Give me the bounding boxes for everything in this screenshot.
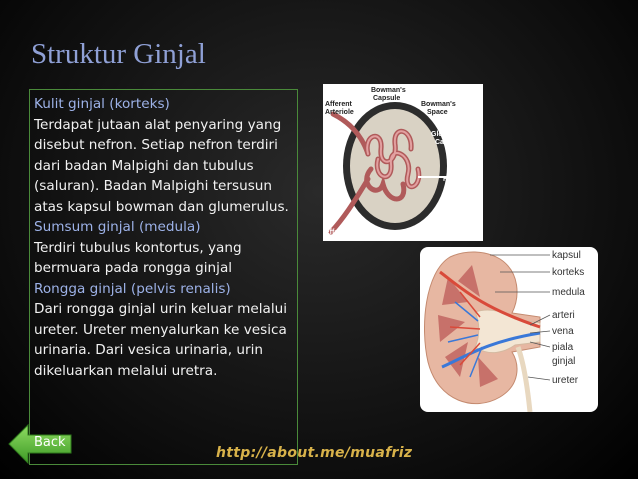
svg-text:Space: Space	[427, 109, 448, 116]
label-kapsul: kapsul	[552, 250, 581, 261]
label-korteks: korteks	[552, 267, 585, 278]
author-link[interactable]: http://about.me/muafriz	[216, 445, 413, 461]
label-afferent: Afferent	[325, 101, 352, 108]
label-bowmans-capsule: Bowman's	[371, 87, 406, 94]
svg-text:Arteriole: Arteriole	[325, 109, 354, 116]
label-glomerular: Glomerular	[431, 131, 469, 138]
label-piala: piala	[552, 342, 574, 353]
label-arteri: arteri	[552, 310, 575, 321]
content-text-box	[29, 89, 298, 465]
glomerulus-diagram	[323, 84, 483, 241]
label-mesangium: Mesangium	[423, 231, 462, 238]
label-efferent: Efferent	[325, 229, 352, 236]
heading-medula: Sumsum ginjal (medula)	[34, 219, 201, 235]
svg-text:Arteriole: Arteriole	[325, 236, 354, 241]
paragraph-korteks: Terdapat jutaan alat penyaring yang disebut nefron. Setiap nefron terdiri dari badan Malpighi dan tubulus (saluran). Badan Malpighi tersusun atas kapsul bowman dan glumerulus.	[34, 116, 289, 215]
svg-text:Capillary: Capillary	[435, 139, 465, 146]
paragraph-medula: Terdiri tubulus kontortus, yang bermuara pada rongga ginjal	[34, 239, 242, 276]
label-bowmans-space: Bowman's	[421, 101, 456, 108]
slide-title: Struktur Ginjal	[31, 38, 206, 70]
label-filtration: Filtration	[443, 176, 473, 183]
heading-pelvis: Rongga ginjal (pelvis renalis)	[34, 280, 231, 297]
label-ureter: ureter	[552, 375, 579, 386]
heading-korteks: Kulit ginjal (korteks)	[34, 96, 170, 112]
label-vena: vena	[552, 326, 574, 337]
kidney-diagram	[420, 247, 598, 412]
label-ginjal: ginjal	[552, 356, 576, 367]
label-medula: medula	[552, 287, 585, 298]
back-button-label[interactable]: Back	[34, 435, 66, 450]
paragraph-pelvis: Dari rongga ginjal urin keluar melalui ureter. Ureter menyalurkan ke vesica urinaria. Dari vesica urinaria, urin dikeluarkan melalui uretra.	[34, 301, 288, 379]
svg-text:Capsule: Capsule	[373, 95, 401, 102]
